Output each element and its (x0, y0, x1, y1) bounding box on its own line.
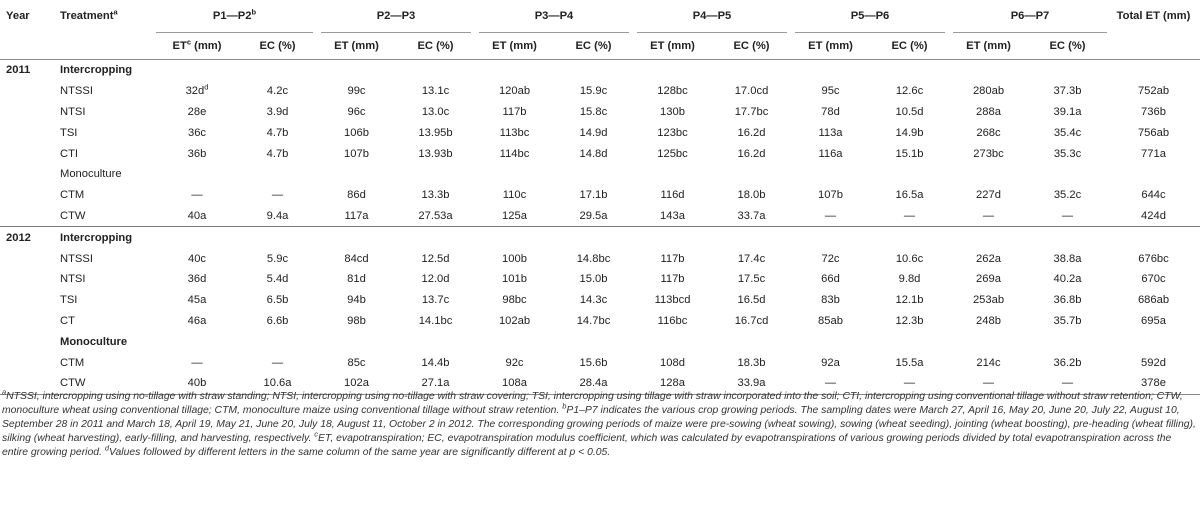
value-cell: 9.8d (898, 273, 921, 286)
value-cell: — (271, 356, 284, 369)
value-cell: 12.3b (895, 314, 924, 327)
value-cell: 84cd (344, 252, 369, 265)
header-period-6: P6—P7 (949, 0, 1107, 33)
header-et: ET (mm) (334, 40, 379, 52)
value-cell: 38.8a (1053, 252, 1082, 265)
value-cell: 35.2c (1053, 189, 1082, 202)
value-cell: 117b (660, 273, 685, 286)
treatment-name: NTSI (60, 105, 86, 118)
value-cell: 117b (502, 105, 527, 118)
value-cell: — (271, 189, 284, 202)
value-cell: 12.0d (421, 273, 450, 286)
value-cell: 81d (347, 273, 366, 286)
value-cell: 116d (660, 189, 685, 202)
footnote-text: Values followed by different letters in the same column of the same year are significantly different at p < 0.05. (108, 447, 611, 458)
table-row (0, 311, 1200, 332)
value-cell: 114bc (499, 147, 530, 160)
value-cell: — (191, 356, 203, 369)
treatment-name: NTSSI (60, 85, 93, 98)
value-cell: 36.2b (1053, 356, 1082, 369)
period-footnote-mark: b (251, 7, 257, 17)
value-cell: 13.0c (421, 105, 450, 118)
value-cell: 15.6b (579, 356, 608, 369)
value-cell: 110c (502, 189, 527, 202)
header-period-3: P3—P4 (475, 0, 633, 33)
total-et-value: 424d (1141, 209, 1166, 222)
table-row (0, 206, 1200, 227)
value-cell: 106b (344, 126, 369, 139)
value-cell: 10.5d (895, 105, 924, 118)
treatment-name: NTSSI (60, 252, 93, 265)
footnote-mark: a (2, 387, 7, 397)
value-cell: 17.5c (737, 273, 766, 286)
value-cell: 94b (347, 294, 366, 307)
footnote-mark: b (562, 401, 567, 411)
total-et-value: 771a (1141, 147, 1166, 160)
value-cell: 113bcd (654, 294, 691, 307)
value-cell: 18.0b (737, 189, 766, 202)
value-cell: 35.7b (1053, 314, 1082, 327)
header-row-measures (0, 33, 1200, 60)
value-cell: 14.9b (895, 126, 924, 139)
value-cell: 45a (187, 294, 207, 307)
et-footnote-mark: c (186, 37, 191, 47)
value-cell: 17.4c (737, 252, 766, 265)
value-cell: 14.8d (579, 147, 608, 160)
value-cell: 17.7bc (734, 105, 769, 118)
value-cell: 288a (976, 105, 1001, 118)
header-ec: EC (%) (1049, 40, 1086, 52)
empty-cell (0, 248, 60, 269)
value-cell: 15.8c (579, 105, 608, 118)
value-cell: — (824, 209, 837, 222)
value-cell: 100b (502, 252, 527, 265)
table-row (0, 352, 1200, 373)
value-cell: 85ab (818, 314, 843, 327)
value-cell: 113bc (499, 126, 530, 139)
header-blank (1107, 33, 1200, 60)
table-row (0, 81, 1200, 102)
treatment-name: CTW (60, 377, 86, 390)
value-cell: 14.9d (579, 126, 608, 139)
value-cell: 280ab (972, 85, 1005, 98)
value-cell: 92a (821, 356, 840, 369)
value-cell: 16.5d (737, 294, 766, 307)
value-cell: 116a (818, 147, 843, 160)
total-et-value: 644c (1141, 189, 1166, 202)
value-cell: 27.53a (418, 209, 453, 222)
empty-cell (0, 143, 60, 164)
treatment-name: CTM (60, 356, 85, 369)
value-cell: 78d (821, 105, 840, 118)
treatment-name: TSI (60, 126, 78, 139)
total-et-value: 752ab (1137, 85, 1170, 98)
value-cell: — (903, 209, 916, 222)
year-cell (0, 164, 60, 185)
table-row (0, 269, 1200, 290)
group-title: Monoculture (60, 168, 122, 181)
table-row (0, 143, 1200, 164)
value-cell: 227d (976, 189, 1001, 202)
value-cell: 5.4d (266, 273, 289, 286)
table-row (0, 122, 1200, 143)
value-cell: 125bc (657, 147, 688, 160)
value-cell: 12.5d (421, 252, 450, 265)
value-cell: 18.3b (737, 356, 766, 369)
treatment-name: CTI (60, 147, 79, 160)
value-cell: 16.5a (895, 189, 924, 202)
value-cell: 10.6c (895, 252, 924, 265)
footnote-text: NTSSI, intercropping using no-tillage with straw standing; NTSI, intercropping using no-tillage with straw covering; TSI, intercropping using tillage with straw incorporated into the soil; CTI, intercropping using conventional tillage without straw retention; CTW, monoculture wheat using conventional tillage; CTM, monoculture maize using conventional tillage without straw retention. (2, 391, 1183, 416)
value-cell: 116bc (657, 314, 688, 327)
value-cell: 98bc (502, 294, 527, 307)
value-cell: 4.7b (266, 147, 289, 160)
group-title: Monoculture (60, 335, 128, 348)
value-cell: 35.3c (1053, 147, 1082, 160)
value-cell: 40c (187, 252, 207, 265)
group-row (0, 60, 1200, 81)
value-cell: 33.7a (737, 209, 766, 222)
value-cell: 273bc (973, 147, 1004, 160)
value-cell: 29.5a (579, 209, 608, 222)
value-cell: — (1061, 209, 1074, 222)
table-row (0, 290, 1200, 311)
value-cell: 17.1b (579, 189, 608, 202)
header-et: ET (mm) (650, 40, 695, 52)
value-cell: 92c (505, 356, 524, 369)
header-ec: EC (%) (733, 40, 770, 52)
value-cell: 27.1a (421, 377, 450, 390)
group-row (0, 331, 1200, 352)
value-cell: 5.9c (266, 252, 289, 265)
value-cell: 14.7bc (576, 314, 611, 327)
header-et-first: $ET^c$ (mm) (172, 37, 222, 52)
value-cell: 4.2c (266, 85, 289, 98)
header-blank (0, 33, 60, 60)
value-cell: 102a (344, 377, 369, 390)
value-cell: 3.9d (266, 105, 289, 118)
header-treatment: Treatment$^a$ (60, 7, 118, 23)
header-total-et: Total ET (mm) (1116, 10, 1191, 23)
value-cell: 248b (976, 314, 1001, 327)
header-period-4: P4—P5 (633, 0, 791, 33)
value-cell: 40b (187, 377, 207, 390)
value-cell: — (903, 377, 916, 390)
value-cell: 98b (347, 314, 366, 327)
value-cell: 36.8b (1053, 294, 1082, 307)
header-ec: EC (%) (259, 40, 296, 52)
value-cell: 123bc (657, 126, 688, 139)
value-cell: 28e (187, 105, 207, 118)
footnote-mark: c (314, 429, 318, 439)
header-period-1: P1—P2$^b$ (156, 0, 317, 33)
value-cell: 40.2a (1053, 273, 1082, 286)
total-et-value: 695a (1141, 314, 1166, 327)
empty-cell (0, 206, 60, 227)
value-cell: — (191, 189, 203, 202)
value-cell: 37.3b (1053, 85, 1082, 98)
value-cell: 16.2d (737, 126, 766, 139)
value-cell: 16.7cd (734, 314, 769, 327)
total-et-value: 736b (1141, 105, 1166, 118)
value-cell: 107b (344, 147, 369, 160)
value-cell: 128a (660, 377, 685, 390)
header-ec: EC (%) (575, 40, 612, 52)
value-cell: 253ab (972, 294, 1005, 307)
table-footnotes (2, 387, 1198, 460)
header-period-5: P5—P6 (791, 0, 949, 33)
value-cell: 12.1b (895, 294, 924, 307)
value-cell: 13.93b (418, 147, 453, 160)
value-cell: 130b (660, 105, 685, 118)
value-cell: 117a (344, 209, 369, 222)
value-cell: 15.1b (895, 147, 924, 160)
value-cell: 14.3c (579, 294, 608, 307)
value-cell: 33.9a (737, 377, 766, 390)
total-et-value: 592d (1141, 356, 1166, 369)
year-cell: 2012 (6, 231, 31, 244)
total-et-value: 670c (1141, 273, 1166, 286)
value-cell: 28.4a (579, 377, 608, 390)
value-cell: 99c (347, 85, 366, 98)
group-title: Intercropping (60, 231, 133, 244)
value-cell: 4.7b (266, 126, 289, 139)
value-cell: 108a (502, 377, 527, 390)
value-cell: 13.7c (421, 294, 450, 307)
total-et-value: 686ab (1137, 294, 1170, 307)
value-cell: 13.95b (418, 126, 453, 139)
value-cell: 16.2d (737, 147, 766, 160)
year-cell (0, 331, 60, 352)
value-cell: 95c (821, 85, 840, 98)
value-cell: 9.4a (266, 209, 289, 222)
value-cell: 13.3b (421, 189, 450, 202)
value-cell: 36d (187, 273, 207, 286)
value-cell: 14.4b (421, 356, 450, 369)
empty-cell (0, 81, 60, 102)
header-et: ET (mm) (808, 40, 853, 52)
footnote-text: P1–P7 indicates the various crop growing periods. The sampling dates were March 27, April 16, May 20, June 20, July 22, August 10, September 28 in 2011 and March 18, April 19, May 21, June 20, July 18, August 11, October 2 in 2012. The corresponding growing periods of maize were pre-sowing (wheat sowing), sowing (wheat seeding), jointing (wheat boosting), pre-heading (wheat filling), silking (wheat harvesting), early-filling, and harvesting, respectively. (2, 405, 1196, 444)
value-cell: 72c (821, 252, 840, 265)
value-cell: 14.8bc (576, 252, 611, 265)
value-cell: 117b (660, 252, 685, 265)
table-row (0, 248, 1200, 269)
value-cell: 6.5b (266, 294, 289, 307)
header-period-2: P2—P3 (317, 0, 475, 33)
value-footnote-mark: d (204, 82, 209, 92)
treatment-name: CTM (60, 189, 85, 202)
value-cell: 85c (347, 356, 366, 369)
value-cell: 66d (821, 273, 840, 286)
header-et: ET (mm) (492, 40, 537, 52)
empty-cell (0, 102, 60, 123)
value-cell: 143a (660, 209, 685, 222)
value-cell: 36b (187, 147, 207, 160)
value-cell: 96c (347, 105, 366, 118)
value-cell: 12.6c (895, 85, 924, 98)
header-year: Year (6, 10, 30, 23)
group-row (0, 227, 1200, 248)
value-cell: 13.1c (421, 85, 450, 98)
empty-cell (0, 122, 60, 143)
treatment-name: NTSI (60, 273, 86, 286)
value-cell: 107b (818, 189, 843, 202)
value-cell: 15.9c (579, 85, 608, 98)
value-cell: 128bc (657, 85, 688, 98)
value-cell: — (982, 209, 995, 222)
value-cell: 262a (976, 252, 1001, 265)
group-title: Intercropping (60, 64, 133, 77)
value-cell: 102ab (498, 314, 531, 327)
value-cell: 6.6b (266, 314, 289, 327)
treatment-name: CTW (60, 209, 86, 222)
group-row (0, 164, 1200, 185)
header-et: ET (mm) (966, 40, 1011, 52)
value-cell: — (824, 377, 837, 390)
value-cell: — (982, 377, 995, 390)
treatment-footnote-mark: a (113, 7, 118, 17)
value-cell: 15.0b (579, 273, 608, 286)
treatment-name: TSI (60, 294, 78, 307)
footnote-text: ET, evapotranspiration; EC, evapotranspiration modulus coefficient, which was calculated by evapotranspirations of various growing periods divided by total evapotranspiration across the entire growing period. (2, 433, 1172, 458)
total-et-value: 676bc (1138, 252, 1169, 265)
value-cell: — (1061, 377, 1074, 390)
value-cell: $32d^d$ (185, 82, 209, 98)
value-cell: 101b (502, 273, 527, 286)
header-ec: EC (%) (891, 40, 928, 52)
empty-cell (0, 290, 60, 311)
empty-cell (0, 185, 60, 206)
value-cell: 108d (660, 356, 685, 369)
value-cell: 39.1a (1053, 105, 1082, 118)
value-cell: 35.4c (1053, 126, 1082, 139)
footnote-mark: d (104, 443, 109, 453)
table-row (0, 185, 1200, 206)
value-cell: 120ab (498, 85, 531, 98)
header-blank (60, 33, 156, 60)
year-cell: 2011 (6, 64, 31, 77)
table-row (0, 102, 1200, 123)
value-cell: 86d (347, 189, 366, 202)
header-ec: EC (%) (417, 40, 454, 52)
value-cell: 46a (187, 314, 207, 327)
value-cell: 10.6a (263, 377, 292, 390)
treatment-name: CT (60, 314, 75, 327)
value-cell: 214c (976, 356, 1001, 369)
empty-cell (0, 311, 60, 332)
value-cell: 125a (502, 209, 527, 222)
value-cell: 268c (976, 126, 1001, 139)
total-et-value: 378e (1141, 377, 1166, 390)
value-cell: 113a (818, 126, 843, 139)
value-cell: 14.1bc (418, 314, 453, 327)
value-cell: 36c (187, 126, 207, 139)
value-cell: 83b (821, 294, 840, 307)
empty-cell (0, 269, 60, 290)
header-row-periods (0, 0, 1200, 33)
value-cell: 40a (187, 209, 207, 222)
value-cell: 15.5a (895, 356, 924, 369)
value-cell: 17.0cd (734, 85, 769, 98)
empty-cell (0, 352, 60, 373)
value-cell: 269a (976, 273, 1001, 286)
total-et-value: 756ab (1137, 126, 1170, 139)
